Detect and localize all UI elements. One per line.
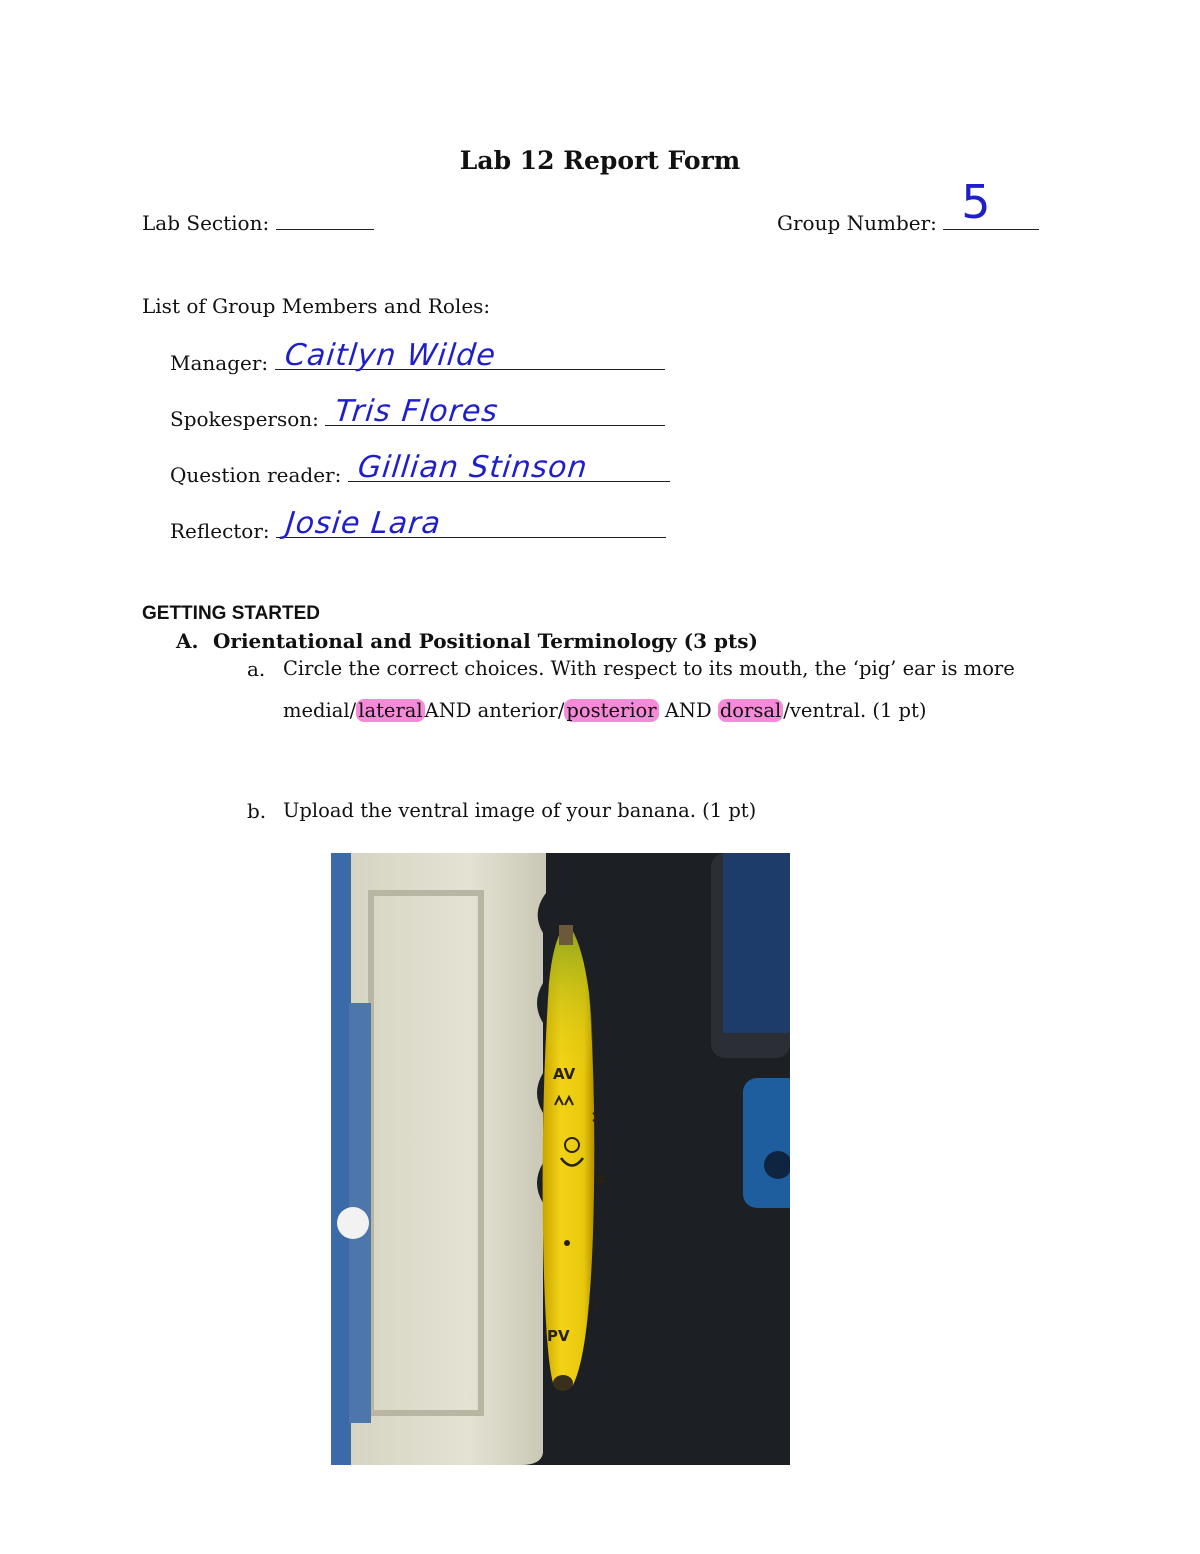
choice-and-anterior[interactable]: AND anterior: [424, 699, 558, 722]
choice-medial[interactable]: medial: [283, 699, 350, 722]
group-number-label: Group Number:: [777, 211, 937, 235]
role-question-reader-field[interactable]: [348, 450, 670, 485]
banana-mark-av: AV: [553, 1065, 576, 1083]
question-a-letter: a.: [247, 657, 266, 681]
role-label: Manager:: [170, 351, 269, 375]
role-question-reader-name: Gillian Stinson: [355, 450, 590, 485]
role-reflector-field[interactable]: [276, 506, 666, 541]
lab-section-label: Lab Section:: [142, 211, 270, 235]
choice-and: AND: [664, 699, 712, 722]
lab-section-row: [142, 209, 374, 235]
role-question-reader-row: [170, 450, 670, 487]
group-number-row: [777, 175, 1039, 235]
role-label: Question reader:: [170, 463, 342, 487]
page-title: Lab 12 Report Form: [459, 146, 741, 175]
question-a-text: Circle the correct choices. With respect to its mouth, the ‘pig’ ear is more: [283, 657, 1015, 680]
subsection-title: Orientational and Positional Terminology (3 pts): [213, 629, 758, 653]
section-heading: GETTING STARTED: [142, 603, 321, 624]
choice-separator: /: [557, 699, 565, 722]
lab-section-field[interactable]: [276, 209, 374, 230]
question-b-letter: b.: [247, 799, 267, 823]
role-manager-row: [170, 338, 665, 375]
group-number-field[interactable]: [943, 175, 1039, 230]
role-label: Spokesperson:: [170, 407, 319, 431]
banana-photo-illustration: [331, 853, 790, 1465]
banana-photo: [331, 853, 790, 1465]
role-spokesperson-row: [170, 394, 665, 431]
group-number-handwritten: 5: [961, 175, 992, 229]
role-label: Reflector:: [170, 519, 270, 543]
choice-separator: /: [783, 699, 790, 722]
choice-lateral-selected[interactable]: lateral: [358, 699, 423, 722]
role-spokesperson-field[interactable]: [325, 394, 665, 429]
members-heading: List of Group Members and Roles:: [142, 294, 491, 318]
role-spokesperson-name: Tris Flores: [333, 394, 501, 429]
role-reflector-row: [170, 506, 666, 543]
choice-ventral[interactable]: ventral. (1 pt): [789, 699, 927, 722]
choice-separator: /: [349, 699, 357, 722]
choice-dorsal-selected[interactable]: dorsal: [719, 699, 782, 722]
role-reflector-name: Josie Lara: [284, 506, 443, 541]
role-manager-name: Caitlyn Wilde: [282, 338, 498, 373]
choice-posterior-selected[interactable]: posterior: [566, 699, 657, 722]
question-a-choices: [283, 699, 926, 722]
banana-mark-pv: PV: [547, 1327, 570, 1345]
question-b-text: Upload the ventral image of your banana. (1 pt): [283, 799, 757, 822]
role-manager-field[interactable]: [275, 338, 665, 373]
subsection-letter: A.: [176, 629, 199, 653]
